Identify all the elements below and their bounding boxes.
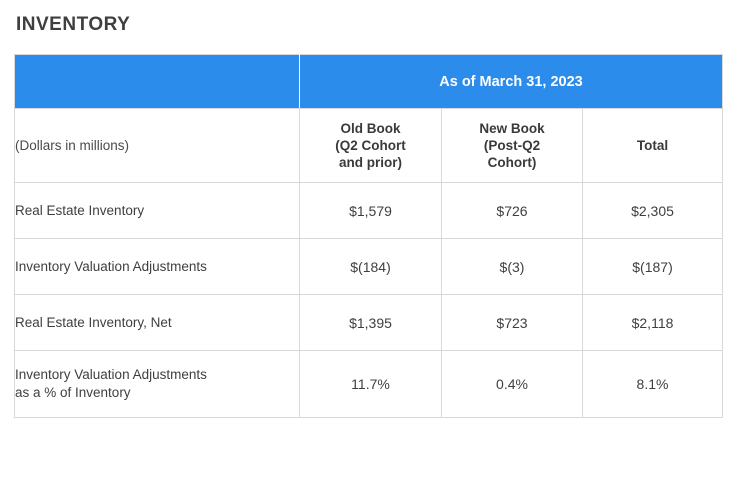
- row-label-inventory-valuation-adjustments-percent: [15, 351, 300, 418]
- column-header-new-book-line3: Cohort): [487, 155, 537, 170]
- cell-total-real-estate-inventory-net: $2,118: [583, 295, 723, 351]
- cell-new-book-real-estate-inventory: $726: [442, 183, 583, 239]
- column-header-old-book-line2: (Q2 Cohort: [335, 138, 406, 153]
- header-blank-cell: [15, 55, 300, 109]
- cell-total-inventory-valuation-adjustments: $(187): [583, 239, 723, 295]
- cell-old-book-inventory-valuation-adjustments-percent: 11.7%: [300, 351, 442, 418]
- row-label-inventory-valuation-adjustments: Inventory Valuation Adjustments: [15, 239, 300, 295]
- column-header-new-book-line2: (Post-Q2: [483, 138, 541, 153]
- header-asof-cell: As of March 31, 2023: [300, 55, 723, 109]
- column-header-new-book: [442, 109, 583, 183]
- column-header-new-book-line1: New Book: [479, 121, 545, 136]
- page-title: INVENTORY: [16, 14, 131, 35]
- cell-total-inventory-valuation-adjustments-percent: 8.1%: [583, 351, 723, 418]
- table-row: [15, 295, 723, 351]
- table-row: [15, 351, 723, 418]
- cell-new-book-inventory-valuation-adjustments-percent: 0.4%: [442, 351, 583, 418]
- row-label-percent-line2: as a % of Inventory: [15, 385, 131, 400]
- cell-old-book-real-estate-inventory-net: $1,395: [300, 295, 442, 351]
- inventory-table: [14, 54, 723, 418]
- column-header-total: [583, 109, 723, 183]
- cell-old-book-real-estate-inventory: $1,579: [300, 183, 442, 239]
- cell-old-book-inventory-valuation-adjustments: $(184): [300, 239, 442, 295]
- cell-new-book-real-estate-inventory-net: $723: [442, 295, 583, 351]
- cell-total-real-estate-inventory: $2,305: [583, 183, 723, 239]
- table-row: [15, 239, 723, 295]
- cell-new-book-inventory-valuation-adjustments: $(3): [442, 239, 583, 295]
- row-label-real-estate-inventory: Real Estate Inventory: [15, 183, 300, 239]
- table-header-row: [15, 55, 723, 109]
- row-label-real-estate-inventory-net: Real Estate Inventory, Net: [15, 295, 300, 351]
- column-header-old-book-line3: and prior): [339, 155, 402, 170]
- column-header-old-book-line1: Old Book: [340, 121, 401, 136]
- row-label-percent-line1: Inventory Valuation Adjustments: [15, 367, 207, 382]
- table-row: [15, 183, 723, 239]
- units-label-cell: (Dollars in millions): [15, 109, 300, 183]
- column-header-total-line1: Total: [636, 138, 669, 153]
- column-header-old-book: [300, 109, 442, 183]
- table-subheader-row: [15, 109, 723, 183]
